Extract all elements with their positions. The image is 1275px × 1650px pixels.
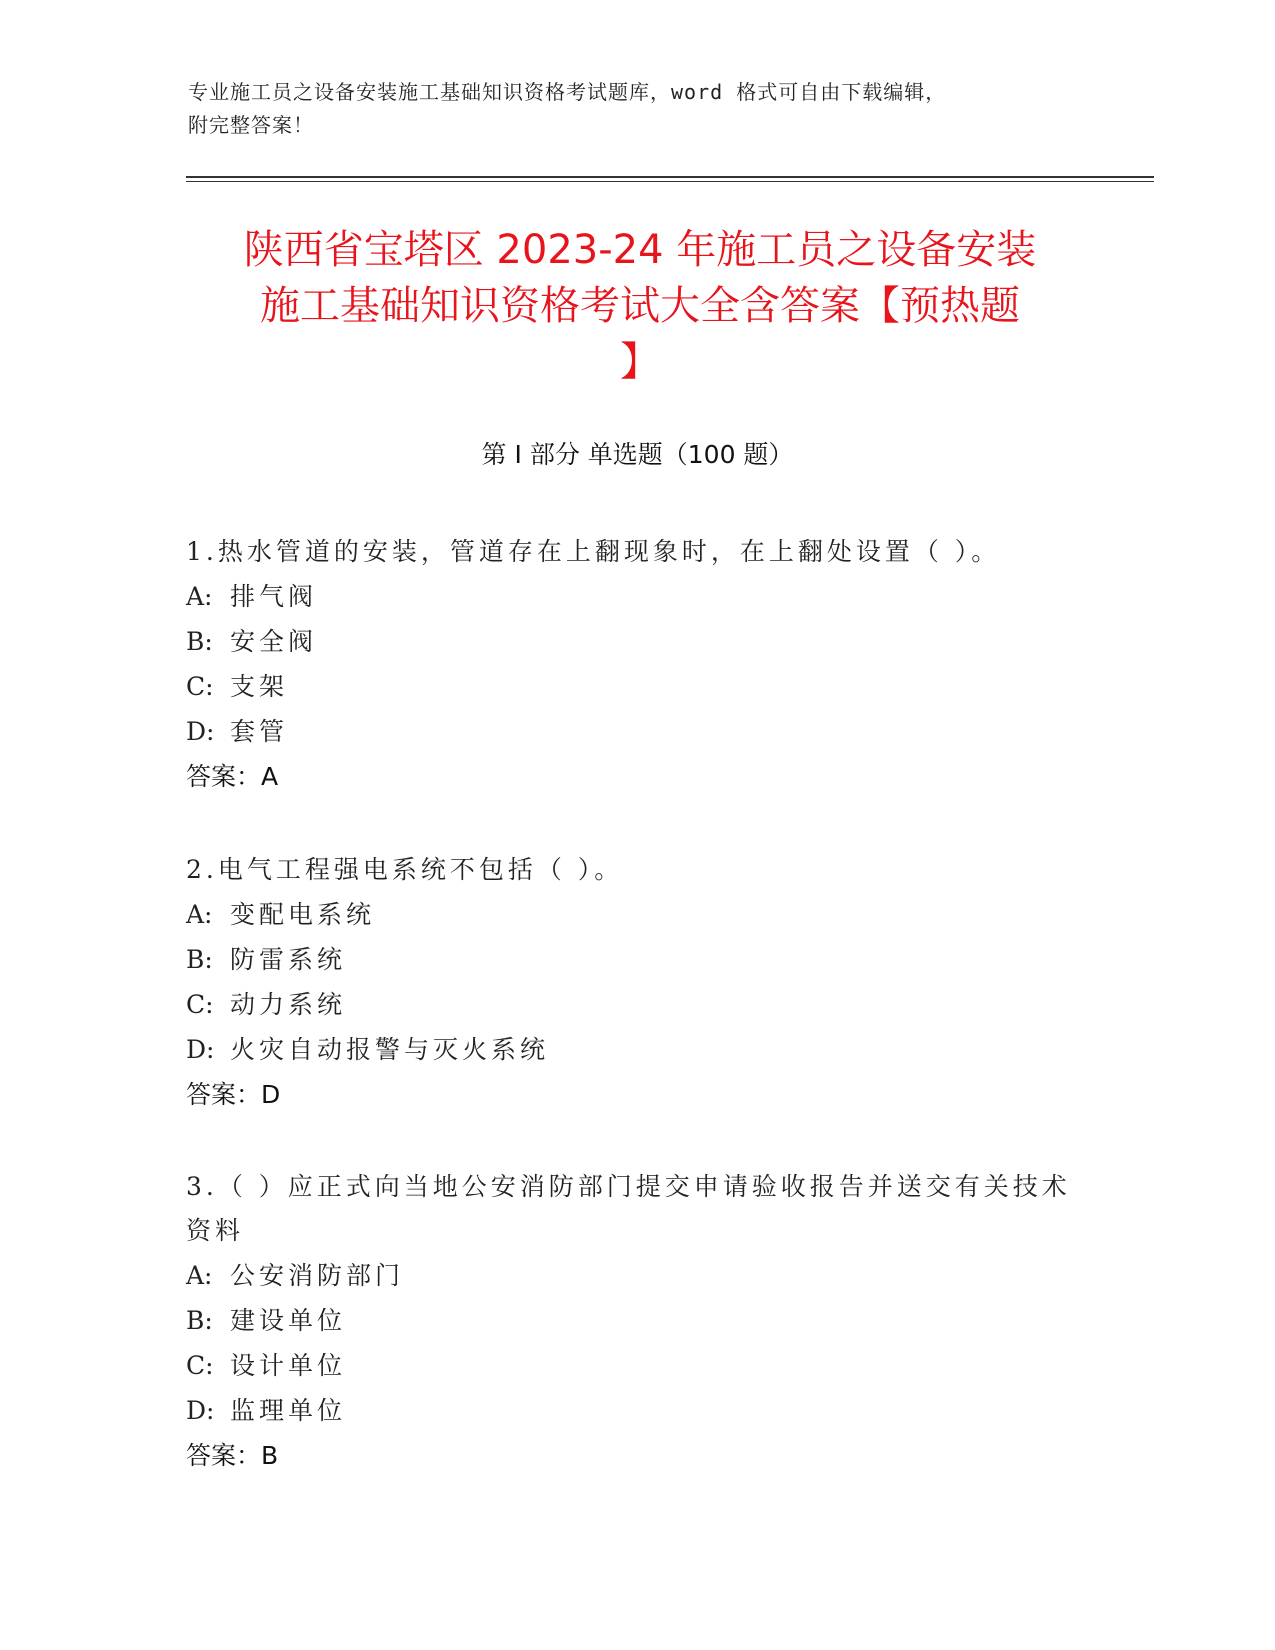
option-letter: B: [186,627,213,656]
option-text: 火灾自动报警与灭火系统 [230,1035,550,1064]
question-stem: 1.热水管道的安装，管道存在上翻现象时，在上翻处设置（ ）。 [186,537,1001,566]
title-line-3: 】 [620,339,660,385]
section-heading: 第 I 部分 单选题（100 题） [481,440,794,469]
option-letter: A: [186,582,213,611]
option-letter: A: [186,1261,213,1290]
option-letter: C: [186,1351,214,1380]
option-d [186,709,1086,754]
option-a [186,574,1086,619]
option-c [186,664,1086,709]
question-stem: 3.（ ）应正式向当地公安消防部门提交申请验收报告并送交有关技术资料 [186,1172,1071,1245]
option-text: 动力系统 [230,990,347,1019]
answer-line: 答案：B [186,1441,279,1470]
header-rule-thick [186,176,1154,178]
answer-line: 答案：A [186,762,279,791]
title-line-1: 陕西省宝塔区 2023-24 年施工员之设备安装 [243,227,1037,273]
option-c [186,1343,1086,1388]
option-letter: D: [186,717,215,746]
question-1 [186,530,1086,800]
option-text: 套管 [230,717,289,746]
option-text: 设计单位 [230,1351,347,1380]
option-text: 建设单位 [230,1306,347,1335]
option-letter: C: [186,990,214,1019]
option-text: 监理单位 [230,1396,347,1425]
question-stem: 2.电气工程强电系统不包括（ ）。 [186,855,624,884]
option-text: 排气阀 [230,582,318,611]
document-title [190,222,1090,390]
option-a [186,892,1086,937]
option-text: 防雷系统 [230,945,347,974]
answer-line: 答案：D [186,1080,281,1109]
option-a [186,1253,1086,1298]
option-text: 变配电系统 [230,900,376,929]
header-note [188,76,1088,142]
option-b [186,1298,1086,1343]
option-text: 支架 [230,672,289,701]
option-text: 公安消防部门 [230,1261,405,1290]
option-b [186,619,1086,664]
header-rule-thin [186,181,1154,182]
question-2 [186,848,1086,1118]
option-letter: D: [186,1035,215,1064]
question-3 [186,1165,1086,1479]
header-note-line-2: 附完整答案！ [188,113,314,137]
option-d [186,1388,1086,1433]
option-d [186,1027,1086,1072]
option-letter: A: [186,900,213,929]
option-text: 安全阀 [230,627,318,656]
option-b [186,937,1086,982]
option-letter: D: [186,1396,215,1425]
header-note-line-1: 专业施工员之设备安装施工基础知识资格考试题库，word 格式可自由下载编辑， [188,80,947,104]
option-letter: C: [186,672,214,701]
title-line-2: 施工基础知识资格考试大全含答案【预热题 [260,283,1020,329]
option-c [186,982,1086,1027]
option-letter: B: [186,945,213,974]
option-letter: B: [186,1306,213,1335]
